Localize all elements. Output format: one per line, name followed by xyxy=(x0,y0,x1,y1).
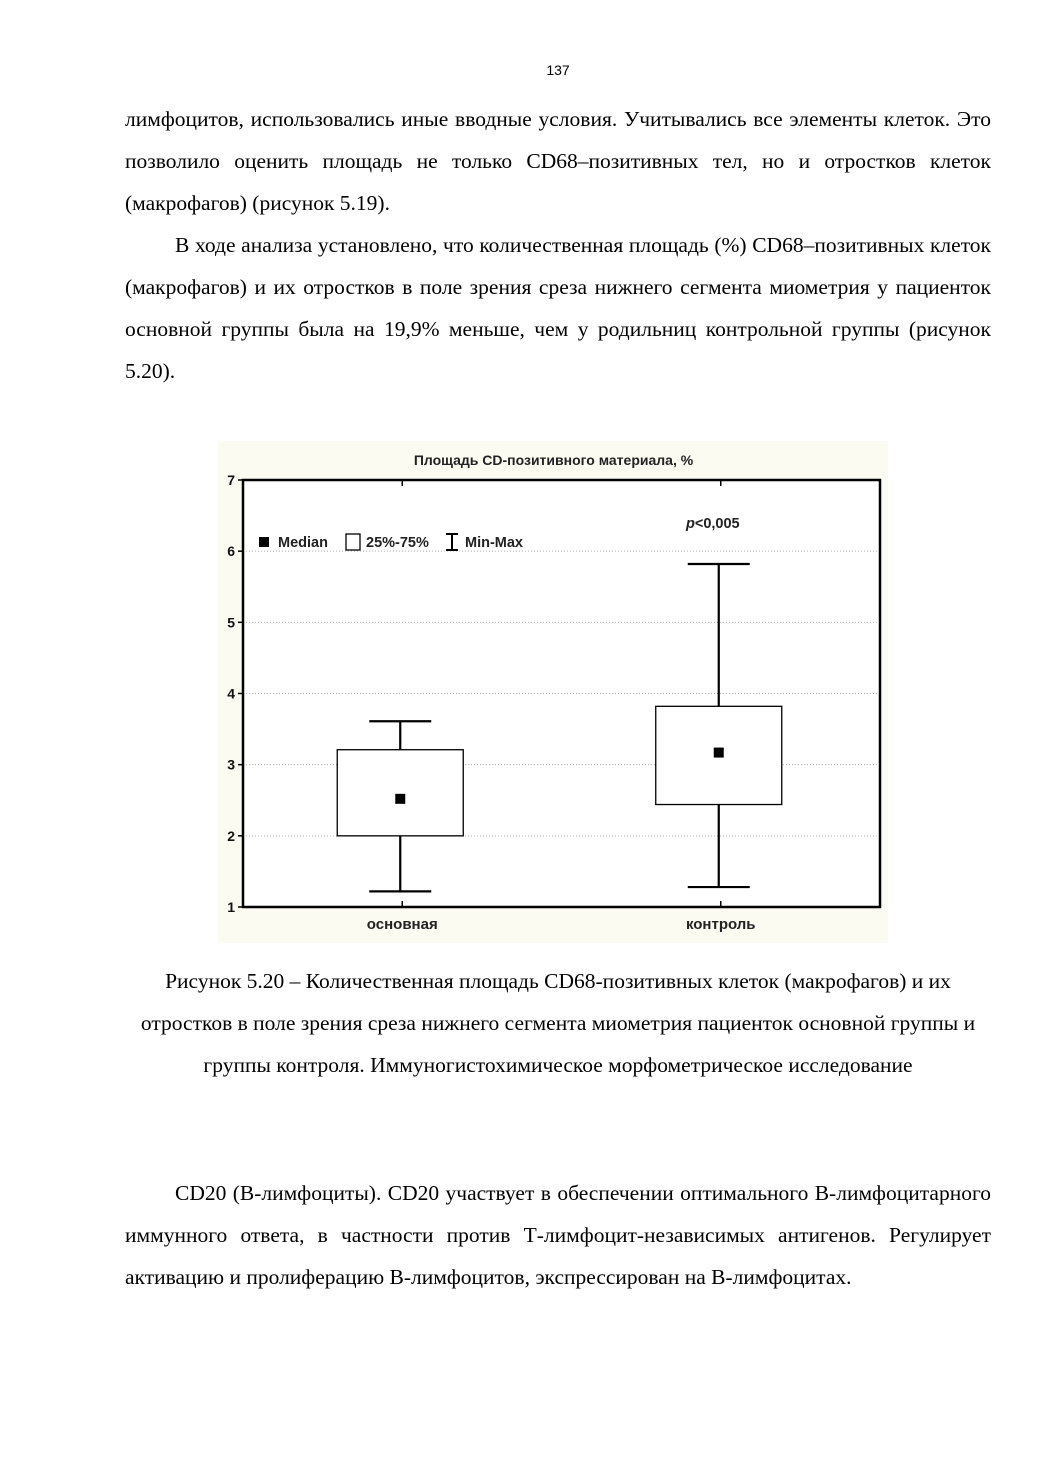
y-tick-label: 3 xyxy=(227,756,235,773)
legend-median-label: Median xyxy=(278,535,328,551)
p-value-annotation xyxy=(685,516,740,532)
chart-title: Площадь CD-позитивного материала, % xyxy=(413,452,694,468)
page-number: 137 xyxy=(546,62,570,78)
y-tick-label: 5 xyxy=(227,614,235,631)
iqr-box xyxy=(337,750,463,836)
legend-box-label: 25%-75% xyxy=(366,535,429,551)
y-tick-label: 7 xyxy=(227,472,235,488)
box-plot-chart xyxy=(218,441,888,943)
paragraph-3: CD20 (B-лимфоциты). CD20 участвует в обеспечении оптимального B-лимфоцитарного иммунного ответа, в частности против Т-лимфоцит-независимых антигенов. Регулирует активацию и пролиферацию В-лимфоцитов, экспрессирован на В-лимфоцитах. xyxy=(125,1181,991,1289)
figure-caption: Рисунок 5.20 – Количественная площадь CD68-позитивных клеток (макрофагов) и их отростков в поле зрения среза нижнего сегмента миометрия пациенток основной группы и группы контроля. Иммуногистохимическое морфометрическое исследование xyxy=(140,969,976,1077)
legend-whisker-label: Min-Max xyxy=(465,535,523,551)
legend-median-icon xyxy=(259,537,269,547)
y-tick-label: 6 xyxy=(227,543,235,560)
p-value-text: <0,005 xyxy=(694,516,740,532)
median-marker xyxy=(395,794,405,804)
p-value-symbol: p xyxy=(686,516,695,532)
x-category-label: основная xyxy=(366,916,438,933)
y-tick-label: 2 xyxy=(227,827,235,844)
paragraph-2: В ходе анализа установлено, что количественная площадь (%) CD68–позитивных клеток (макрофагов) и их отростков в поле зрения среза нижнего сегмента миометрия у пациенток основной группы была на 19,9% меньше, чем у родильниц контрольной группы (рисунок 5.20). xyxy=(125,233,991,383)
y-tick-label: 4 xyxy=(227,685,235,702)
x-category-label: контроль xyxy=(685,916,756,933)
y-tick-label: 1 xyxy=(227,899,235,915)
figure-box-plot xyxy=(218,441,888,943)
median-marker xyxy=(714,748,724,758)
legend-box-icon xyxy=(346,534,360,550)
paragraph-1: лимфоцитов, использовались иные вводные условия. Учитывались все элементы клеток. Это позволило оценить площадь не только CD68–позитивных тел, но и отростков клеток (макрофагов) (рисунок 5.19). xyxy=(125,107,991,215)
